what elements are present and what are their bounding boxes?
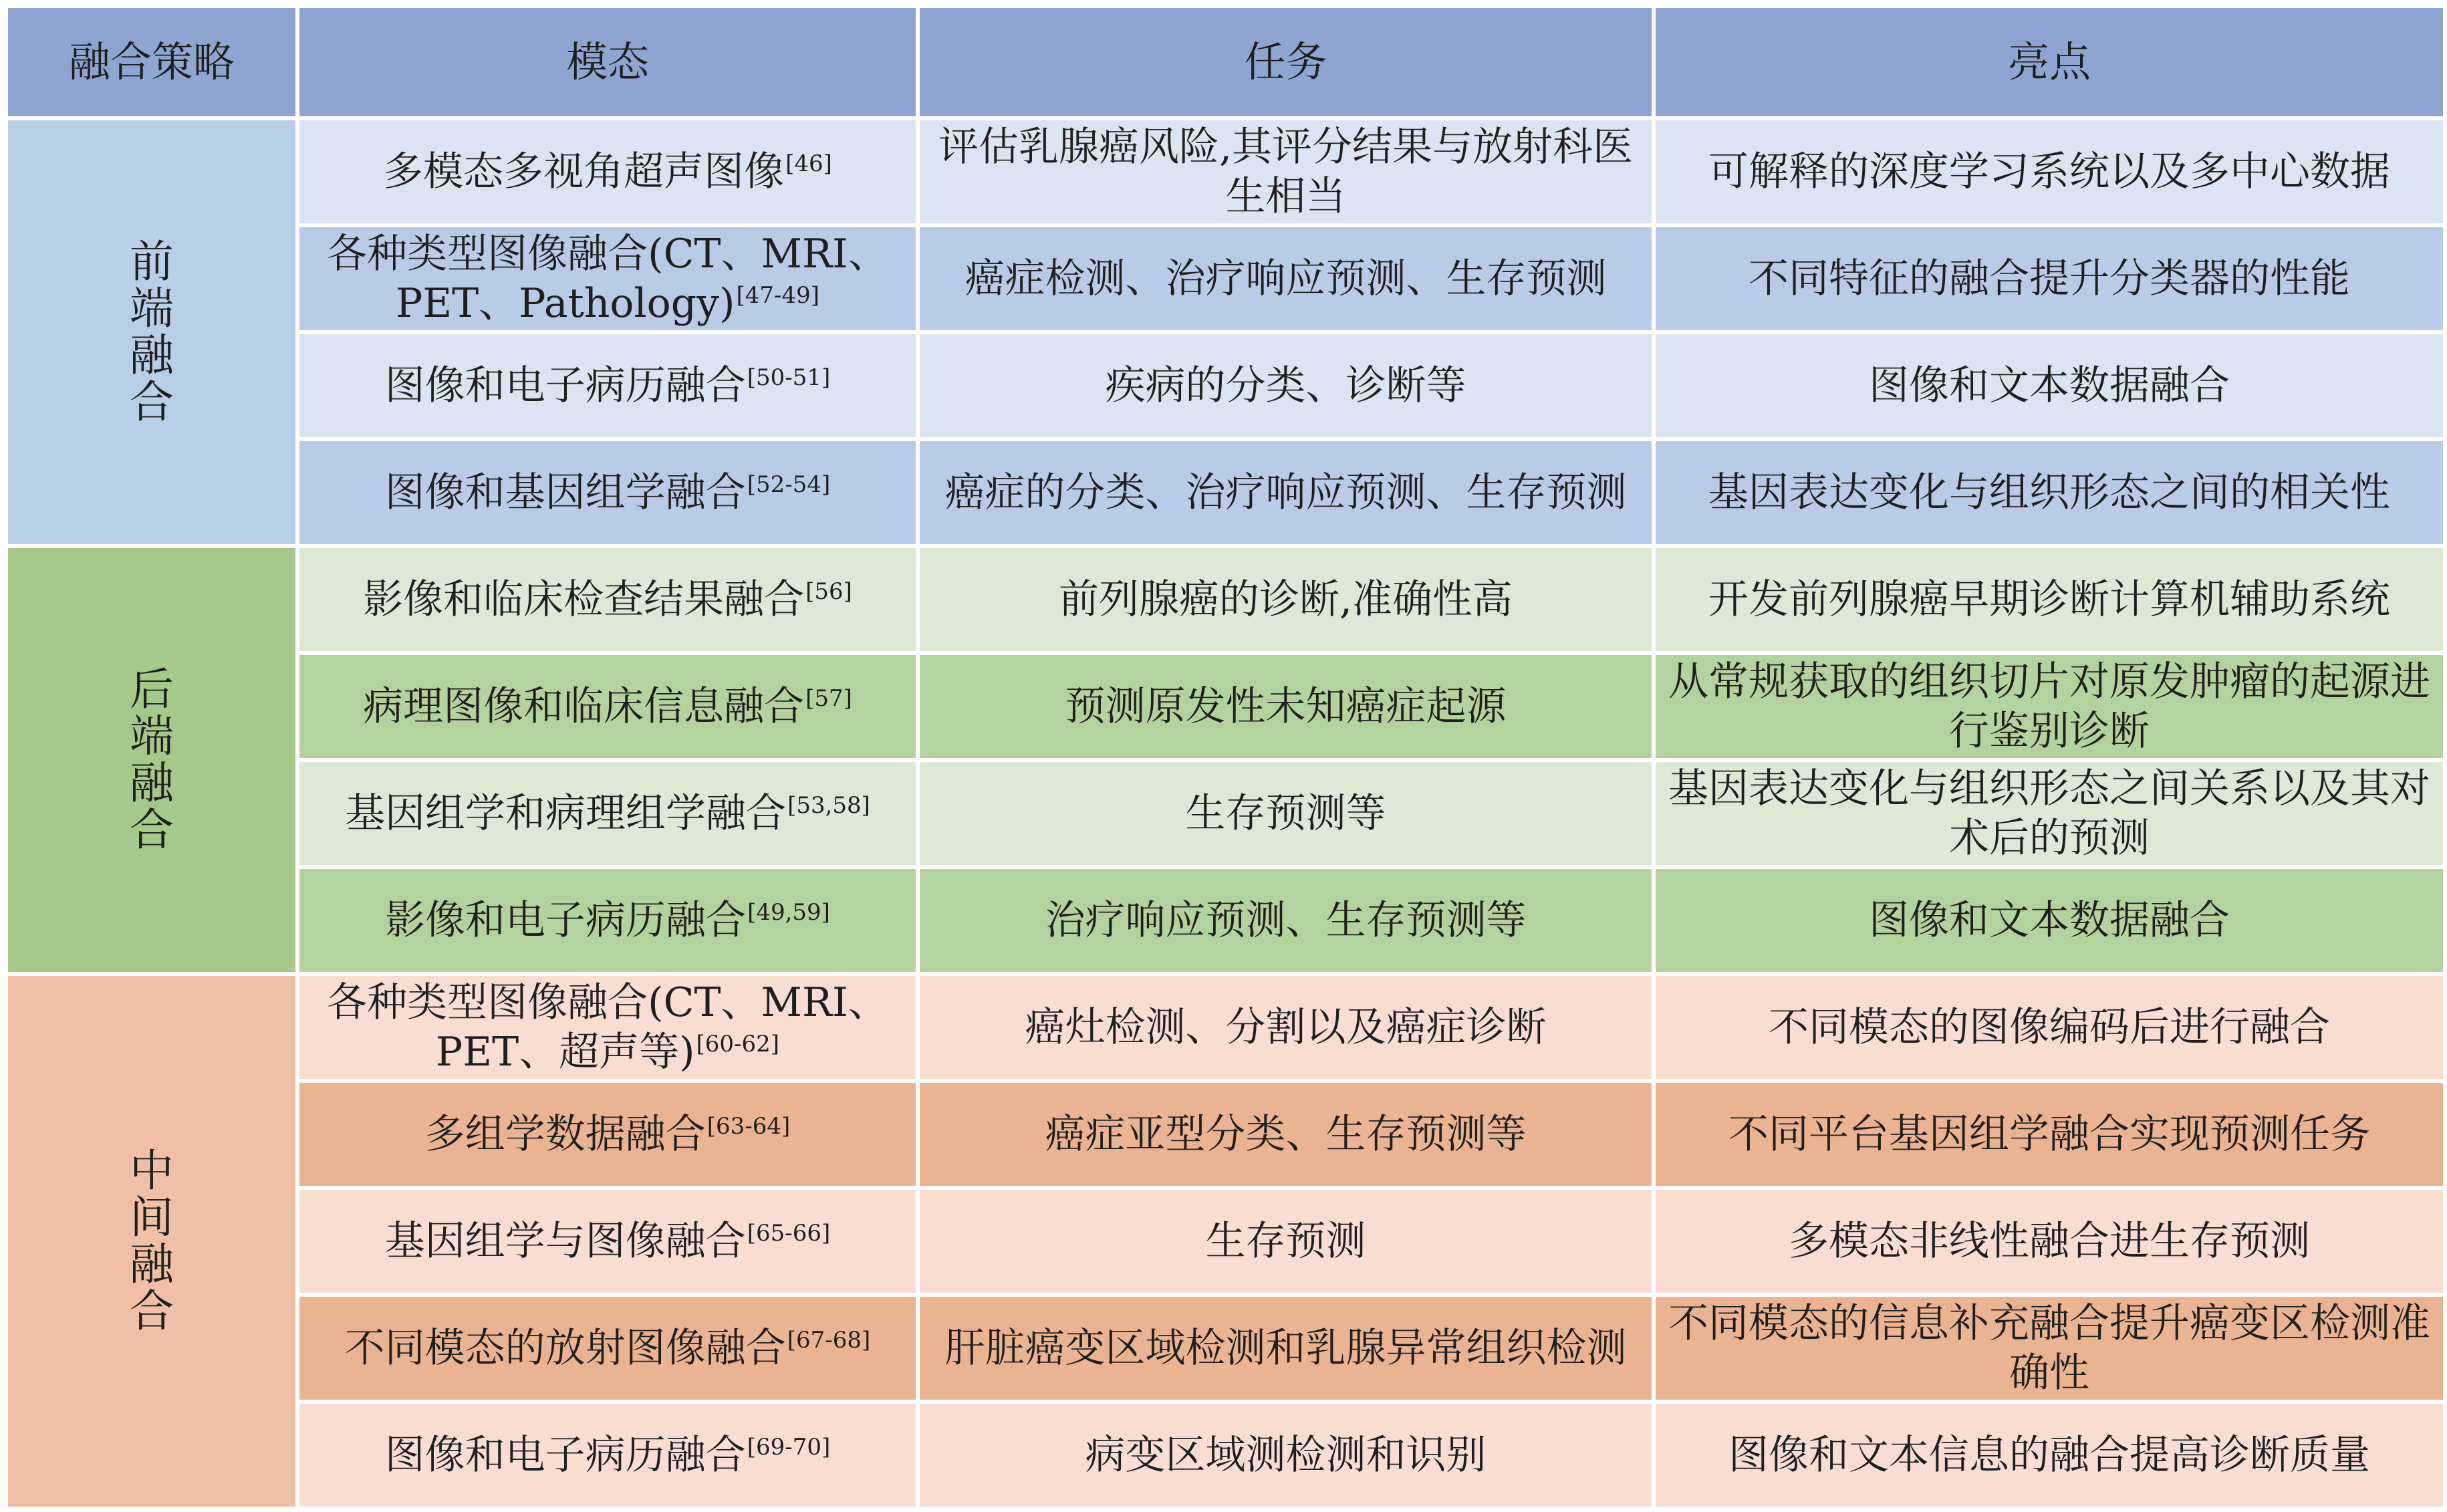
table-row <box>8 1297 2443 1400</box>
task-cell: 癌症亚型分类、生存预测等 <box>920 1083 1652 1186</box>
modality-cell: 多组学数据融合[63-64] <box>299 1083 916 1186</box>
table-row <box>8 227 2443 330</box>
highlight-cell: 图像和文本数据融合 <box>1656 334 2443 437</box>
header-strategy: 融合策略 <box>8 8 295 116</box>
task-cell: 治疗响应预测、生存预测等 <box>920 869 1652 972</box>
group-label: 前端融合 <box>8 120 295 544</box>
modality-cell: 图像和电子病历融合[69-70] <box>299 1404 916 1507</box>
modality-cell: 各种类型图像融合(CT、MRI、PET、Pathology)[47-49] <box>299 227 916 330</box>
header-task: 任务 <box>920 8 1652 116</box>
task-cell: 评估乳腺癌风险,其评分结果与放射科医生相当 <box>920 120 1652 223</box>
modality-cell: 基因组学和病理组学融合[53,58] <box>299 762 916 865</box>
highlight-cell: 从常规获取的组织切片对原发肿瘤的起源进行鉴别诊断 <box>1656 655 2443 758</box>
header-row <box>8 8 2443 116</box>
modality-cell: 病理图像和临床信息融合[57] <box>299 655 916 758</box>
table-row <box>8 1083 2443 1186</box>
header-modality: 模态 <box>299 8 916 116</box>
highlight-cell: 不同平台基因组学融合实现预测任务 <box>1656 1083 2443 1186</box>
modality-cell: 影像和电子病历融合[49,59] <box>299 869 916 972</box>
highlight-cell: 图像和文本信息的融合提高诊断质量 <box>1656 1404 2443 1507</box>
task-cell: 癌症的分类、治疗响应预测、生存预测 <box>920 441 1652 544</box>
table-row <box>8 441 2443 544</box>
highlight-cell: 可解释的深度学习系统以及多中心数据 <box>1656 120 2443 223</box>
task-cell: 前列腺癌的诊断,准确性高 <box>920 548 1652 651</box>
modality-cell: 图像和基因组学融合[52-54] <box>299 441 916 544</box>
group-label: 中间融合 <box>8 976 295 1507</box>
modality-cell: 多模态多视角超声图像[46] <box>299 120 916 223</box>
table-row <box>8 548 2443 651</box>
modality-cell: 不同模态的放射图像融合[67-68] <box>299 1297 916 1400</box>
table-row <box>8 1190 2443 1293</box>
group-label: 后端融合 <box>8 548 295 972</box>
task-cell: 疾病的分类、诊断等 <box>920 334 1652 437</box>
highlight-cell: 基因表达变化与组织形态之间的相关性 <box>1656 441 2443 544</box>
highlight-cell: 不同模态的信息补充融合提升癌变区检测准确性 <box>1656 1297 2443 1400</box>
header-highlight: 亮点 <box>1656 8 2443 116</box>
highlight-cell: 多模态非线性融合进生存预测 <box>1656 1190 2443 1293</box>
task-cell: 肝脏癌变区域检测和乳腺异常组织检测 <box>920 1297 1652 1400</box>
table-row <box>8 120 2443 223</box>
highlight-cell: 不同特征的融合提升分类器的性能 <box>1656 227 2443 330</box>
task-cell: 生存预测 <box>920 1190 1652 1293</box>
table-row <box>8 1404 2443 1507</box>
highlight-cell: 开发前列腺癌早期诊断计算机辅助系统 <box>1656 548 2443 651</box>
task-cell: 癌症检测、治疗响应预测、生存预测 <box>920 227 1652 330</box>
table-row <box>8 762 2443 865</box>
table-row <box>8 869 2443 972</box>
task-cell: 预测原发性未知癌症起源 <box>920 655 1652 758</box>
fusion-strategy-table <box>4 4 2447 1511</box>
table-row <box>8 334 2443 437</box>
task-cell: 病变区域测检测和识别 <box>920 1404 1652 1507</box>
highlight-cell: 基因表达变化与组织形态之间关系以及其对术后的预测 <box>1656 762 2443 865</box>
modality-cell: 影像和临床检查结果融合[56] <box>299 548 916 651</box>
task-cell: 生存预测等 <box>920 762 1652 865</box>
modality-cell: 图像和电子病历融合[50-51] <box>299 334 916 437</box>
modality-cell: 各种类型图像融合(CT、MRI、PET、超声等)[60-62] <box>299 976 916 1079</box>
highlight-cell: 图像和文本数据融合 <box>1656 869 2443 972</box>
modality-cell: 基因组学与图像融合[65-66] <box>299 1190 916 1293</box>
table-row <box>8 976 2443 1079</box>
table-row <box>8 655 2443 758</box>
highlight-cell: 不同模态的图像编码后进行融合 <box>1656 976 2443 1079</box>
task-cell: 癌灶检测、分割以及癌症诊断 <box>920 976 1652 1079</box>
